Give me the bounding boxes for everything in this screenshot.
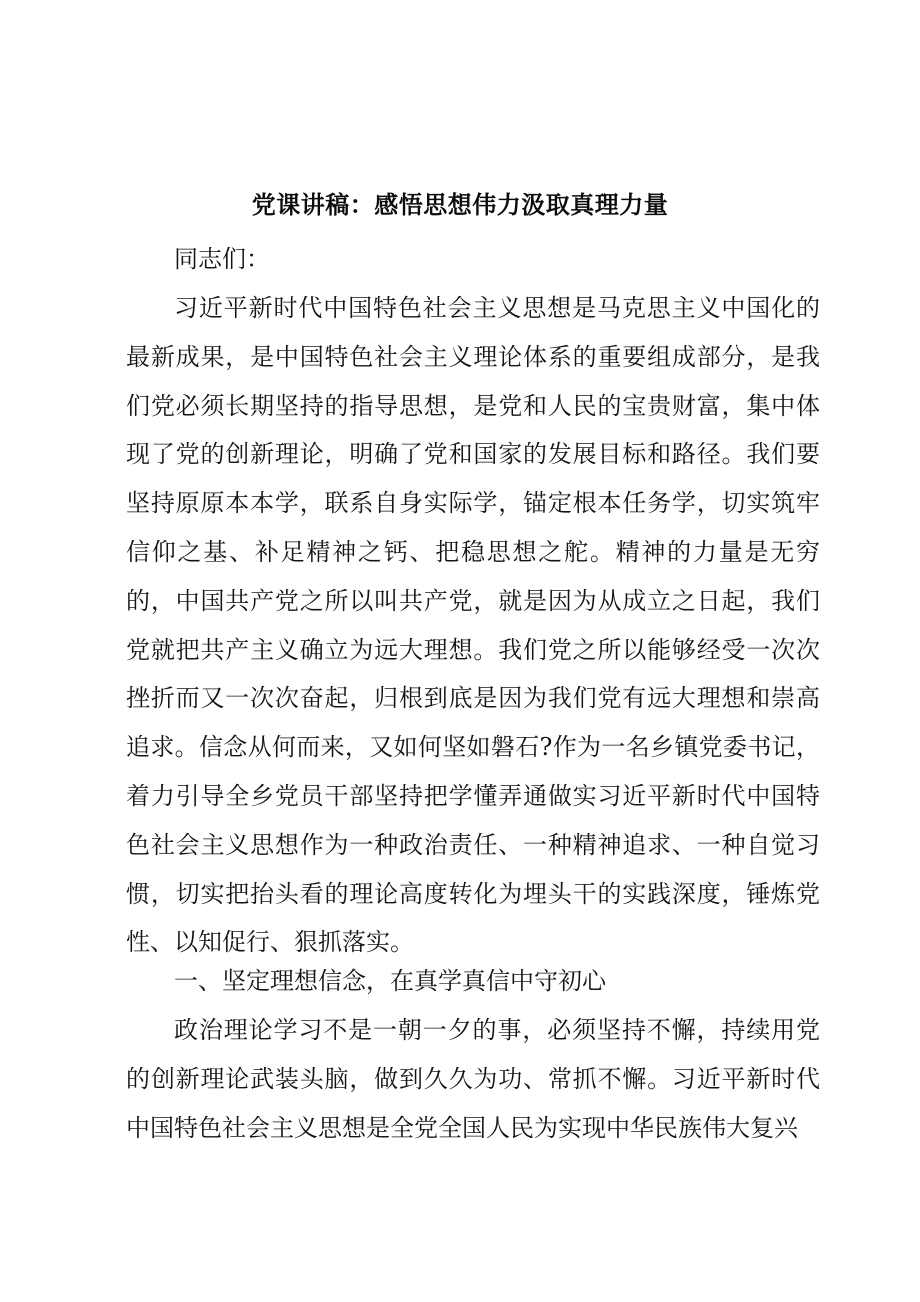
greeting: 同志们：	[174, 245, 270, 273]
section-heading-1: 一、坚定理想信念，在真学真信中守初心	[174, 967, 606, 995]
paragraph-1: 习近平新时代中国特色社会主义思想是马克思主义中国化的最新成果，是中国特色社会主义理论体系的重要组成部分，是我们党必须长期坚持的指导思想，是党和人民的宝贵财富，集中体现了党的创新理论，明确了党和国家的发展目标和路径。我们要坚持原原本本学，联系自身实际学，锚定根本任务学，切实筑牢信仰之基、补足精神之钙、把稳思想之舵。精神的力量是无穷的，中国共产党之所以叫共产党，就是因为从成立之日起，我们党就把共产主义确立为远大理想。我们党之所以能够经受一次次挫折而又一次次奋起，归根到底是因为我们党有远大理想和崇高追求。信念从何而来，又如何坚如磐石?作为一名乡镇党委书记，着力引导全乡党员干部坚持把学懂弄通做实习近平新时代中国特色社会主义思想作为一种政治责任、一种精神追求、一种自觉习惯，切实把抬头看的理论高度转化为埋头干的实践深度，锤炼党性、以知促行、狠抓落实。	[126, 294, 820, 957]
paragraph-2: 政治理论学习不是一朝一夕的事，必须坚持不懈，持续用党的创新理论武装头脑，做到久久为功、常抓不懈。习近平新时代中国特色社会主义思想是全党全国人民为实现中华民族伟大复兴	[126, 1016, 820, 1142]
document-title: 党课讲稿：感悟思想伟力汲取真理力量	[251, 191, 669, 219]
